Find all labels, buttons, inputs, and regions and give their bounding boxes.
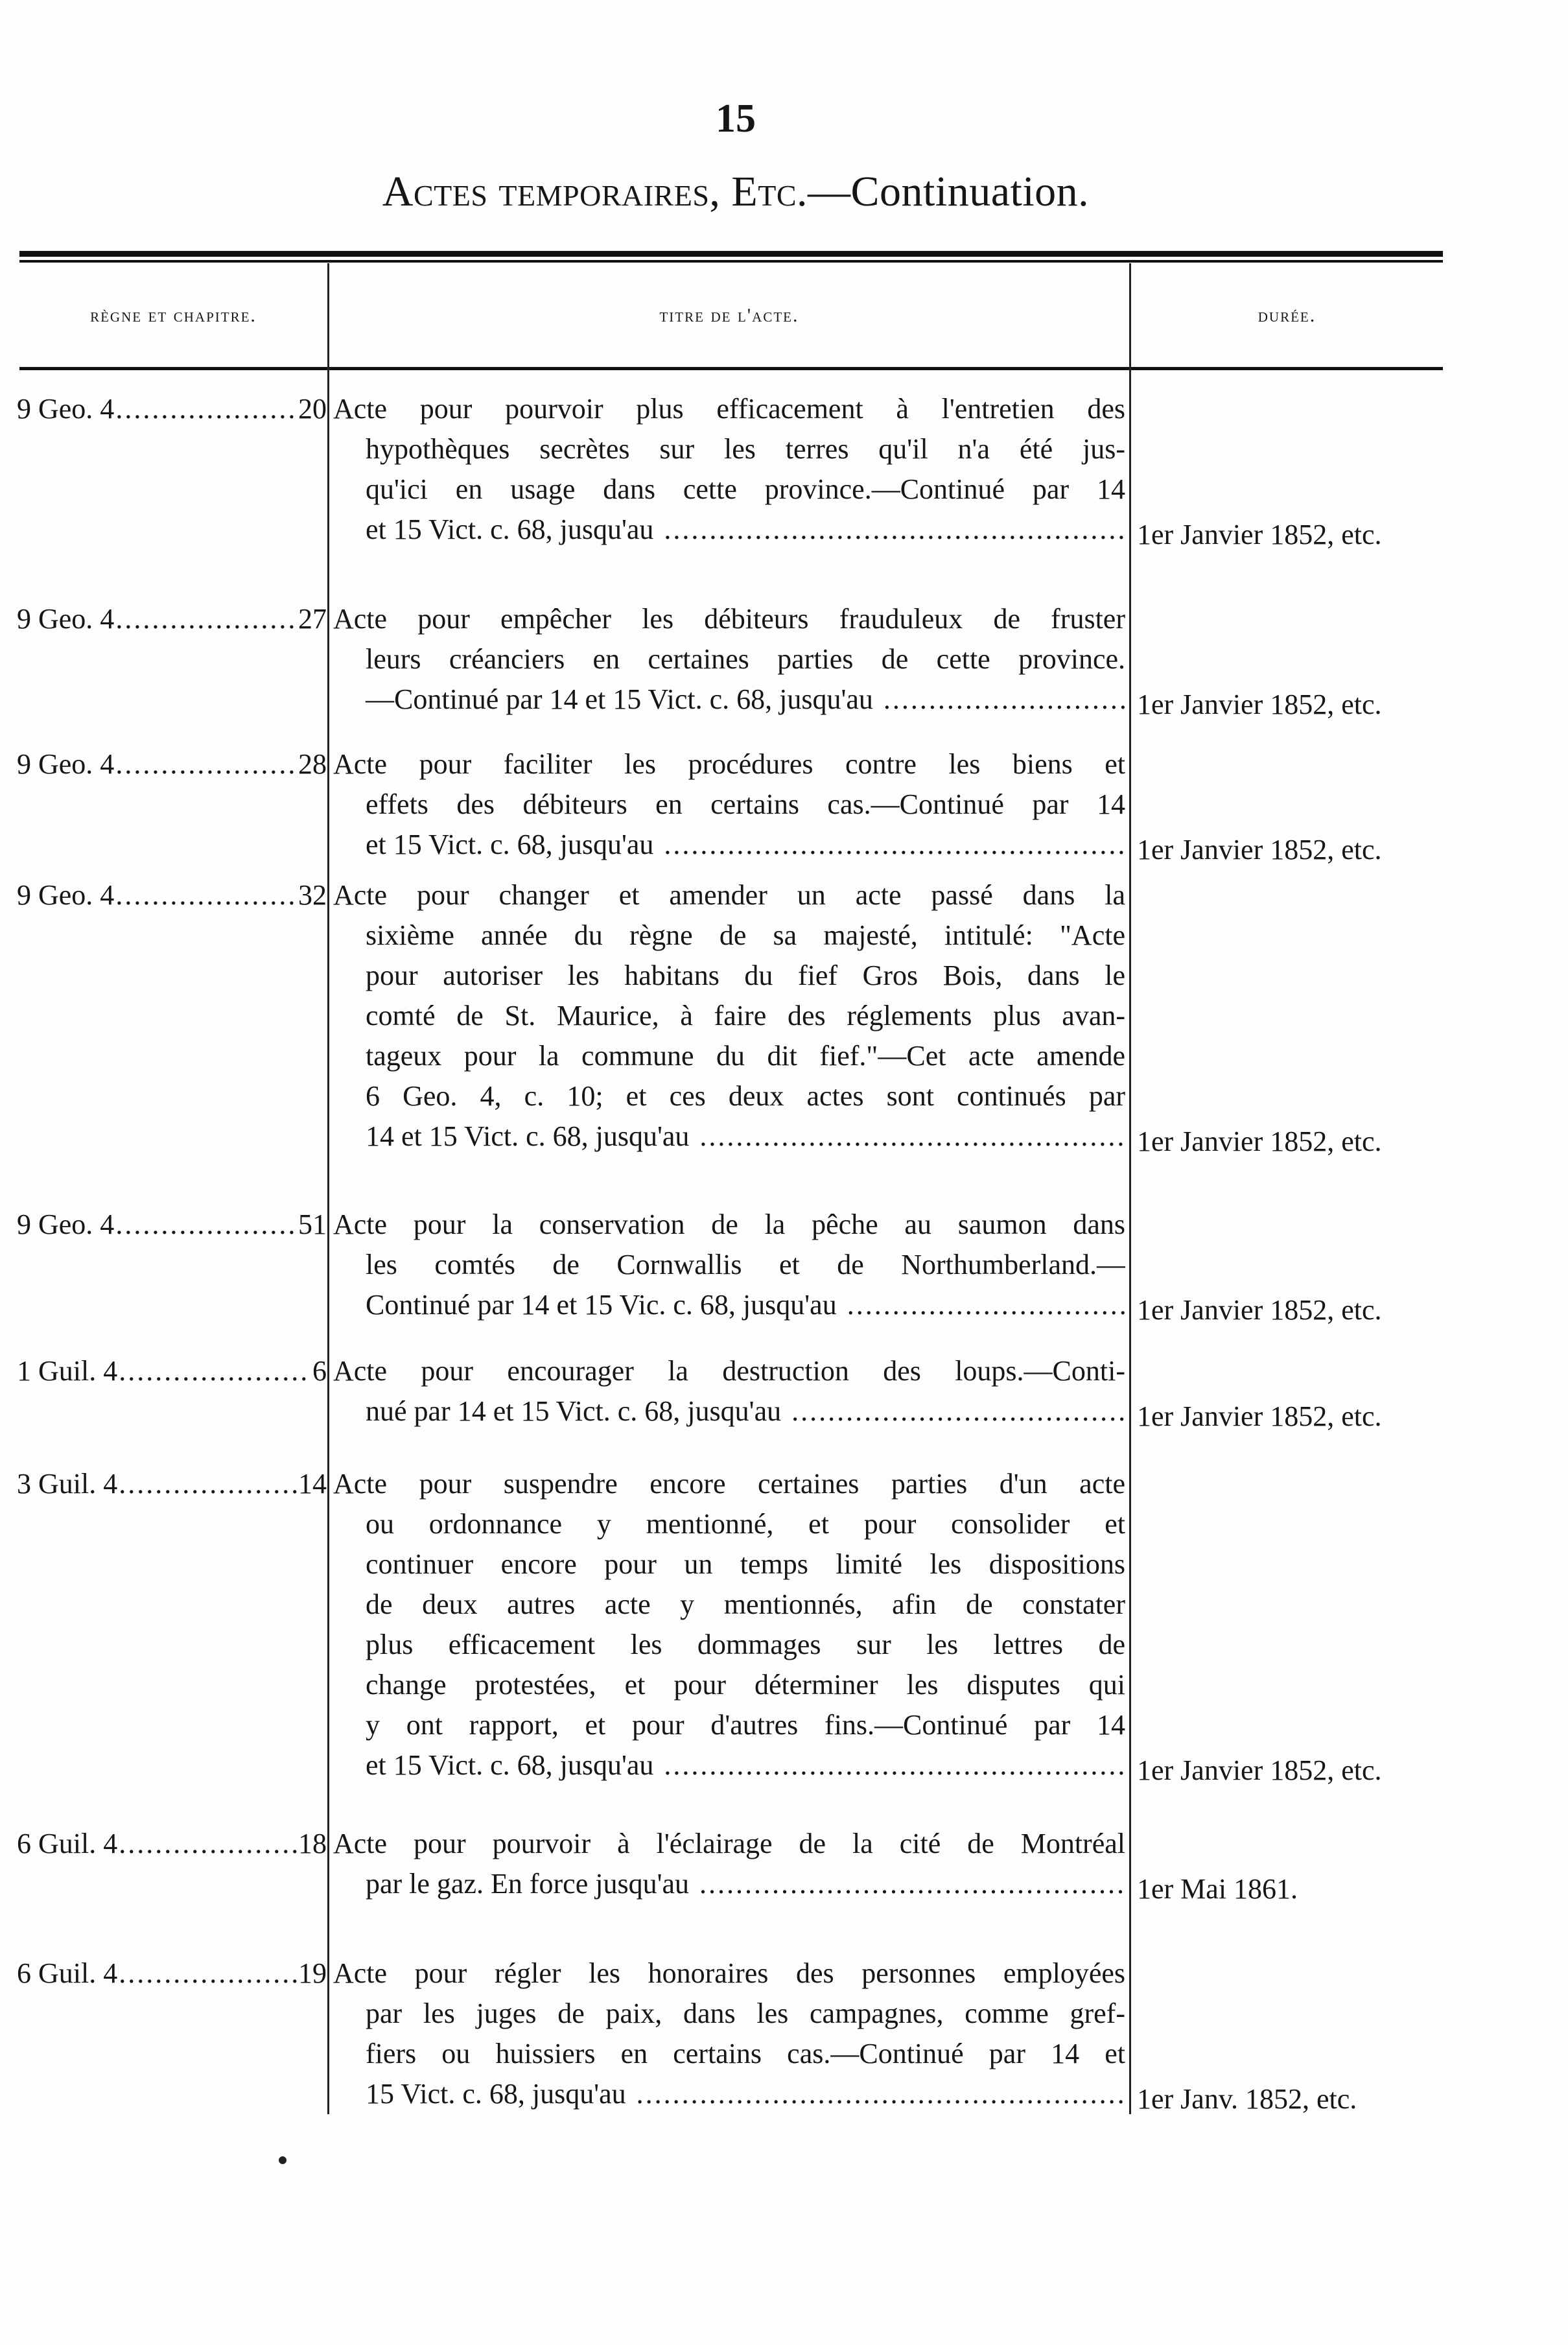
regne-cell [17, 1824, 327, 1864]
regne-label: 6 Guil. 4 [17, 1957, 118, 1989]
act-title-line: comté de St. Maurice, à faire des réglements plus avan- [366, 1000, 1125, 1031]
column-divider-right [1129, 263, 1131, 2114]
duree-cell: 1er Janvier 1852, etc. [1137, 519, 1382, 550]
act-title-cell [333, 875, 1125, 1157]
act-title-text: et 15 Vict. c. 68, jusqu'au [366, 1749, 654, 1781]
act-title-line [333, 1116, 1125, 1157]
act-title-line: Acte pour pourvoir à l'éclairage de la cité de Montréal [333, 1828, 1125, 1859]
chapter-number: 27 [298, 603, 327, 635]
regne-label: 9 Geo. 4 [17, 603, 115, 635]
regne-cell [17, 875, 327, 915]
chapter-number: 28 [298, 748, 327, 780]
regne-cell [17, 1205, 327, 1245]
chapter-number: 51 [298, 1208, 327, 1240]
leader-dots [883, 679, 1125, 720]
column-divider-left [327, 263, 329, 2114]
act-title-line: Acte pour suspendre encore certaines parties d'un acte [333, 1468, 1125, 1500]
act-title-line: 6 Geo. 4, c. 10; et ces deux actes sont continués par [366, 1080, 1125, 1112]
act-title-text: Continué par 14 et 15 Vic. c. 68, jusqu'au [366, 1289, 837, 1321]
regne-label: 1 Guil. 4 [17, 1355, 118, 1387]
act-title-line: Acte pour empêcher les débiteurs frauduleux de fruster [333, 603, 1125, 635]
column-header-duree: durée. [1258, 305, 1316, 326]
regne-label: 9 Geo. 4 [17, 748, 115, 780]
act-title-line: continuer encore pour un temps limité les dispositions [366, 1548, 1125, 1580]
act-title-line: Acte pour la conservation de la pêche au saumon dans [333, 1208, 1125, 1240]
leader-dots [637, 2074, 1125, 2114]
regne-cell [17, 744, 327, 784]
act-title-line: effets des débiteurs en certains cas.—Continué par 14 [366, 788, 1125, 820]
act-title-line: Acte pour encourager la destruction des loups.—Conti- [333, 1355, 1125, 1387]
header-rule-top-thin [19, 260, 1443, 263]
leader-dots [847, 1285, 1125, 1325]
act-title-text: 15 Vict. c. 68, jusqu'au [366, 2078, 626, 2110]
chapter-number: 14 [298, 1468, 327, 1500]
act-title-cell [333, 744, 1125, 865]
act-title-line: par les juges de paix, dans les campagnes, comme gref- [366, 1997, 1125, 2029]
leader-dots [115, 599, 297, 639]
leader-dots [115, 1205, 297, 1245]
act-title-line: les comtés de Cornwallis et de Northumberland.— [366, 1249, 1125, 1280]
duree-cell: 1er Janvier 1852, etc. [1137, 1754, 1382, 1786]
act-title-line [333, 1864, 1125, 1904]
leader-dots [664, 1745, 1125, 1785]
act-title-line: sixième année du règne de sa majesté, intitulé: "Acte [366, 919, 1125, 951]
duree-cell: 1er Janv. 1852, etc. [1137, 2083, 1357, 2115]
act-title-text: par le gaz. En force jusqu'au [366, 1868, 690, 1900]
leader-dots [791, 1391, 1125, 1432]
act-title-line [333, 679, 1125, 720]
act-title-line [333, 1391, 1125, 1432]
regne-cell [17, 599, 327, 639]
regne-cell [17, 389, 327, 429]
leader-dots [119, 1351, 311, 1391]
act-title-line: pour autoriser les habitans du fief Gros Bois, dans le [366, 960, 1125, 991]
page-title [0, 167, 1471, 217]
regne-label: 9 Geo. 4 [17, 879, 115, 911]
act-title-line: de deux autres acte y mentionnés, afin de constater [366, 1588, 1125, 1620]
act-title-cell [333, 1464, 1125, 1785]
act-title-text: 14 et 15 Vict. c. 68, jusqu'au [366, 1120, 690, 1152]
act-title-line: y ont rapport, et pour d'autres fins.—Continué par 14 [366, 1709, 1125, 1741]
leader-dots [664, 825, 1125, 865]
leader-dots [664, 510, 1125, 550]
leader-dots [119, 1824, 297, 1864]
act-title-line: change protestées, et pour déterminer les disputes qui [366, 1669, 1125, 1701]
chapter-number: 32 [298, 879, 327, 911]
regne-cell [17, 1953, 327, 1994]
leader-dots [119, 1464, 297, 1504]
act-title-line [333, 825, 1125, 865]
leader-dots [699, 1116, 1125, 1157]
regne-label: 9 Geo. 4 [17, 1208, 115, 1240]
duree-cell: 1er Janvier 1852, etc. [1137, 1400, 1382, 1432]
regne-label: 9 Geo. 4 [17, 393, 115, 425]
act-title-cell [333, 1824, 1125, 1904]
act-title-line: Acte pour régler les honoraires des personnes employées [333, 1957, 1125, 1989]
act-title-line [333, 1285, 1125, 1325]
act-title-line: ou ordonnance y mentionné, et pour consolider et [366, 1508, 1125, 1540]
leader-dots [699, 1864, 1125, 1904]
act-title-cell [333, 1205, 1125, 1325]
regne-label: 3 Guil. 4 [17, 1468, 118, 1500]
act-title-line: tageux pour la commune du dit fief."—Cet acte amende [366, 1040, 1125, 1072]
chapter-number: 20 [298, 393, 327, 425]
duree-cell: 1er Janvier 1852, etc. [1137, 1294, 1382, 1326]
page-number: 15 [716, 97, 756, 141]
act-title-line: Acte pour pourvoir plus efficacement à l'entretien des [333, 393, 1125, 425]
chapter-number: 19 [298, 1957, 327, 1989]
act-title-cell [333, 1351, 1125, 1432]
duree-cell: 1er Janvier 1852, etc. [1137, 1125, 1382, 1157]
act-title-line: qu'ici en usage dans cette province.—Continué par 14 [366, 473, 1125, 505]
page-title-continuation: —Continuation. [808, 168, 1090, 215]
act-title-text: et 15 Vict. c. 68, jusqu'au [366, 513, 654, 545]
regne-cell [17, 1351, 327, 1391]
header-rule-top [19, 251, 1443, 257]
chapter-number: 18 [298, 1828, 327, 1859]
duree-cell: 1er Janvier 1852, etc. [1137, 834, 1382, 866]
act-title-cell [333, 1953, 1125, 2114]
act-title-line [333, 2074, 1125, 2114]
act-title-line: leurs créanciers en certaines parties de cette province. [366, 643, 1125, 675]
act-title-text: nué par 14 et 15 Vict. c. 68, jusqu'au [366, 1395, 782, 1427]
leader-dots [115, 389, 297, 429]
act-title-cell [333, 599, 1125, 720]
act-title-line: Acte pour faciliter les procédures contre les biens et [333, 748, 1125, 780]
act-title-text: —Continué par 14 et 15 Vict. c. 68, jusqu'au [366, 683, 873, 715]
stray-mark [279, 2156, 287, 2164]
duree-cell: 1er Mai 1861. [1137, 1873, 1298, 1905]
header-rule-bottom [19, 367, 1443, 370]
act-title-line: Acte pour changer et amender un acte passé dans la [333, 879, 1125, 911]
act-title-line [333, 510, 1125, 550]
column-header-regne: règne et chapitre. [90, 305, 257, 326]
act-title-cell [333, 389, 1125, 550]
act-title-line: plus efficacement les dommages sur les lettres de [366, 1629, 1125, 1660]
duree-cell: 1er Janvier 1852, etc. [1137, 689, 1382, 720]
page-title-main: Actes temporaires, Etc. [382, 168, 808, 215]
act-title-line: fiers ou huissiers en certains cas.—Continué par 14 et [366, 2038, 1125, 2069]
regne-cell [17, 1464, 327, 1504]
chapter-number: 6 [312, 1355, 327, 1387]
regne-label: 6 Guil. 4 [17, 1828, 118, 1859]
leader-dots [119, 1953, 297, 1994]
column-header-titre: titre de l'acte. [659, 305, 799, 326]
act-title-line: hypothèques secrètes sur les terres qu'il n'a été jus- [366, 433, 1125, 465]
act-title-text: et 15 Vict. c. 68, jusqu'au [366, 829, 654, 860]
leader-dots [115, 744, 297, 784]
act-title-line [333, 1745, 1125, 1785]
leader-dots [115, 875, 297, 915]
